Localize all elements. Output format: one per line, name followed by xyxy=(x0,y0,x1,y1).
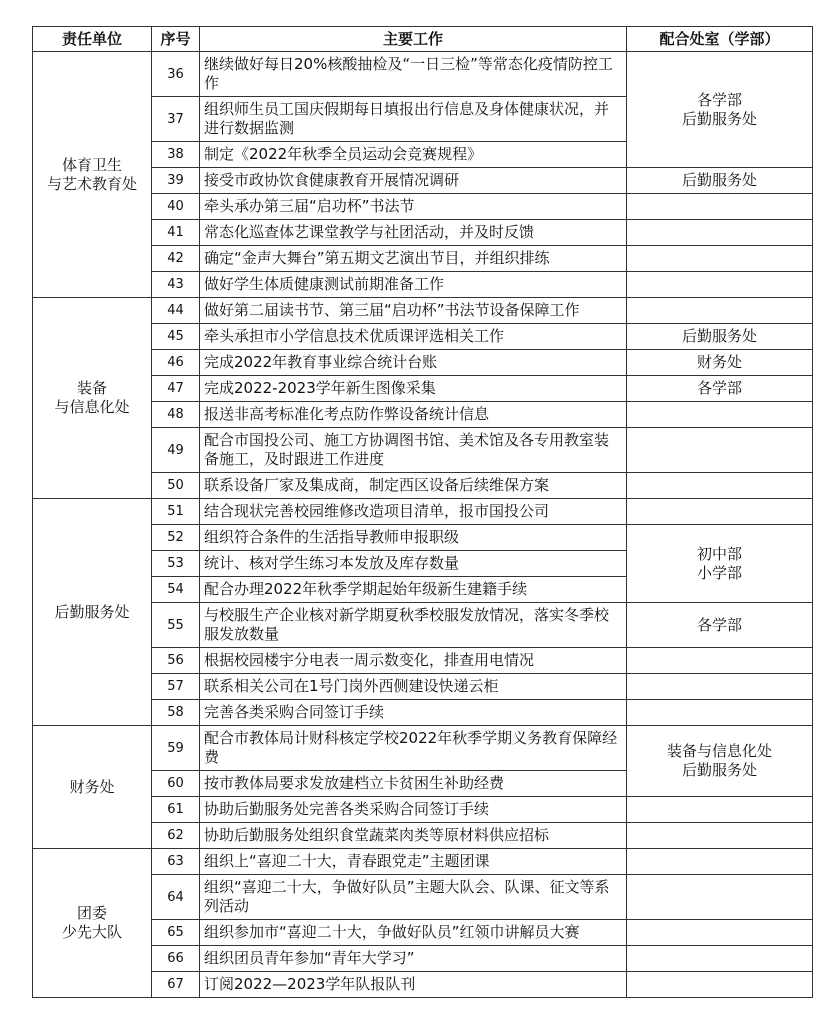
cooperate-cell: 各学部 后勤服务处 xyxy=(627,52,813,168)
work-item: 结合现状完善校园维修改造项目清单，报市国投公司 xyxy=(200,499,627,525)
cooperate-cell-empty xyxy=(627,220,813,246)
row-number: 42 xyxy=(152,246,200,272)
work-item: 配合市国投公司、施工方协调图书馆、美术馆及各专用教室装备施工，及时跟进工作进度 xyxy=(200,428,627,473)
cooperate-cell: 装备与信息化处 后勤服务处 xyxy=(627,726,813,797)
row-number: 65 xyxy=(152,920,200,946)
table-row xyxy=(33,499,813,525)
work-item: 牵头承担市小学信息技术优质课评选相关工作 xyxy=(200,324,627,350)
cooperate-cell-empty xyxy=(627,972,813,998)
work-item: 组织师生员工国庆假期每日填报出行信息及身体健康状况，并进行数据监测 xyxy=(200,97,627,142)
header-row xyxy=(33,27,813,52)
header-work: 主要工作 xyxy=(200,27,627,52)
row-number: 54 xyxy=(152,577,200,603)
work-item: 与校服生产企业核对新学期夏秋季校服发放情况，落实冬季校服发放数量 xyxy=(200,603,627,648)
cooperate-cell: 后勤服务处 xyxy=(627,324,813,350)
work-item: 配合市教体局计财科核定学校2022年秋季学期义务教育保障经费 xyxy=(200,726,627,771)
cooperate-cell: 财务处 xyxy=(627,350,813,376)
row-number: 47 xyxy=(152,376,200,402)
work-item: 做好学生体质健康测试前期准备工作 xyxy=(200,272,627,298)
work-item: 组织“喜迎二十大，争做好队员”主题大队会、队课、征文等系列活动 xyxy=(200,875,627,920)
cooperate-cell-empty xyxy=(627,920,813,946)
cooperate-cell-empty xyxy=(627,797,813,823)
work-item: 完成2022-2023学年新生图像采集 xyxy=(200,376,627,402)
cooperate-cell-empty xyxy=(627,946,813,972)
work-item: 根据校园楼宇分电表一周示数变化，排查用电情况 xyxy=(200,648,627,674)
row-number: 48 xyxy=(152,402,200,428)
work-item: 配合办理2022年秋季学期起始年级新生建籍手续 xyxy=(200,577,627,603)
row-number: 38 xyxy=(152,142,200,168)
work-plan-table xyxy=(32,26,813,998)
work-item: 牵头承办第三届“启功杯”书法节 xyxy=(200,194,627,220)
work-item: 做好第二届读书节、第三届“启功杯”书法节设备保障工作 xyxy=(200,298,627,324)
work-item: 组织符合条件的生活指导教师申报职级 xyxy=(200,525,627,551)
row-number: 50 xyxy=(152,473,200,499)
work-item: 制定《2022年秋季全员运动会竞赛规程》 xyxy=(200,142,627,168)
work-item: 继续做好每日20%核酸抽检及“一日三检”等常态化疫情防控工作 xyxy=(200,52,627,97)
cooperate-cell: 初中部 小学部 xyxy=(627,525,813,603)
cooperate-cell-empty xyxy=(627,402,813,428)
work-item: 组织参加市“喜迎二十大，争做好队员”红领巾讲解员大赛 xyxy=(200,920,627,946)
row-number: 53 xyxy=(152,551,200,577)
unit-cell-finance: 财务处 xyxy=(33,726,152,849)
work-item: 订阅2022—2023学年队报队刊 xyxy=(200,972,627,998)
cooperate-cell-empty xyxy=(627,849,813,875)
row-number: 36 xyxy=(152,52,200,97)
cooperate-cell-empty xyxy=(627,272,813,298)
row-number: 45 xyxy=(152,324,200,350)
row-number: 44 xyxy=(152,298,200,324)
table-row xyxy=(33,849,813,875)
row-number: 43 xyxy=(152,272,200,298)
row-number: 58 xyxy=(152,700,200,726)
work-item: 完成2022年教育事业综合统计台账 xyxy=(200,350,627,376)
row-number: 51 xyxy=(152,499,200,525)
row-number: 57 xyxy=(152,674,200,700)
header-no: 序号 xyxy=(152,27,200,52)
work-item: 协助后勤服务处完善各类采购合同签订手续 xyxy=(200,797,627,823)
unit-cell-league: 团委 少先大队 xyxy=(33,849,152,998)
row-number: 52 xyxy=(152,525,200,551)
row-number: 39 xyxy=(152,168,200,194)
row-number: 66 xyxy=(152,946,200,972)
work-item: 联系相关公司在1号门岗外西侧建设快递云柜 xyxy=(200,674,627,700)
cooperate-cell-empty xyxy=(627,246,813,272)
table-row xyxy=(33,298,813,324)
work-item: 联系设备厂家及集成商，制定西区设备后续维保方案 xyxy=(200,473,627,499)
row-number: 63 xyxy=(152,849,200,875)
header-cooperate: 配合处室（学部） xyxy=(627,27,813,52)
cooperate-cell-empty xyxy=(627,298,813,324)
work-item: 按市教体局要求发放建档立卡贫困生补助经费 xyxy=(200,771,627,797)
cooperate-cell-empty xyxy=(627,648,813,674)
cooperate-cell-empty xyxy=(627,194,813,220)
unit-cell-logistics: 后勤服务处 xyxy=(33,499,152,726)
row-number: 49 xyxy=(152,428,200,473)
unit-cell-pe: 体育卫生 与艺术教育处 xyxy=(33,52,152,298)
row-number: 67 xyxy=(152,972,200,998)
row-number: 60 xyxy=(152,771,200,797)
row-number: 46 xyxy=(152,350,200,376)
cooperate-cell: 后勤服务处 xyxy=(627,168,813,194)
work-item: 组织上“喜迎二十大，青春跟党走”主题团课 xyxy=(200,849,627,875)
row-number: 61 xyxy=(152,797,200,823)
cooperate-cell-empty xyxy=(627,823,813,849)
cooperate-cell-empty xyxy=(627,875,813,920)
header-unit: 责任单位 xyxy=(33,27,152,52)
row-number: 56 xyxy=(152,648,200,674)
cooperate-cell-empty xyxy=(627,700,813,726)
work-item: 接受市政协饮食健康教育开展情况调研 xyxy=(200,168,627,194)
row-number: 55 xyxy=(152,603,200,648)
table-row xyxy=(33,726,813,771)
work-item: 完善各类采购合同签订手续 xyxy=(200,700,627,726)
cooperate-cell-empty xyxy=(627,499,813,525)
cooperate-cell: 各学部 xyxy=(627,603,813,648)
row-number: 62 xyxy=(152,823,200,849)
unit-cell-it: 装备 与信息化处 xyxy=(33,298,152,499)
row-number: 64 xyxy=(152,875,200,920)
table-row xyxy=(33,52,813,97)
work-item: 报送非高考标准化考点防作弊设备统计信息 xyxy=(200,402,627,428)
cooperate-cell-empty xyxy=(627,428,813,473)
work-item: 确定“金声大舞台”第五期文艺演出节目，并组织排练 xyxy=(200,246,627,272)
cooperate-cell-empty xyxy=(627,473,813,499)
cooperate-cell: 各学部 xyxy=(627,376,813,402)
work-item: 常态化巡查体艺课堂教学与社团活动，并及时反馈 xyxy=(200,220,627,246)
row-number: 37 xyxy=(152,97,200,142)
work-item: 统计、核对学生练习本发放及库存数量 xyxy=(200,551,627,577)
work-item: 协助后勤服务处组织食堂蔬菜肉类等原材料供应招标 xyxy=(200,823,627,849)
row-number: 41 xyxy=(152,220,200,246)
row-number: 59 xyxy=(152,726,200,771)
row-number: 40 xyxy=(152,194,200,220)
cooperate-cell-empty xyxy=(627,674,813,700)
work-item: 组织团员青年参加“青年大学习” xyxy=(200,946,627,972)
